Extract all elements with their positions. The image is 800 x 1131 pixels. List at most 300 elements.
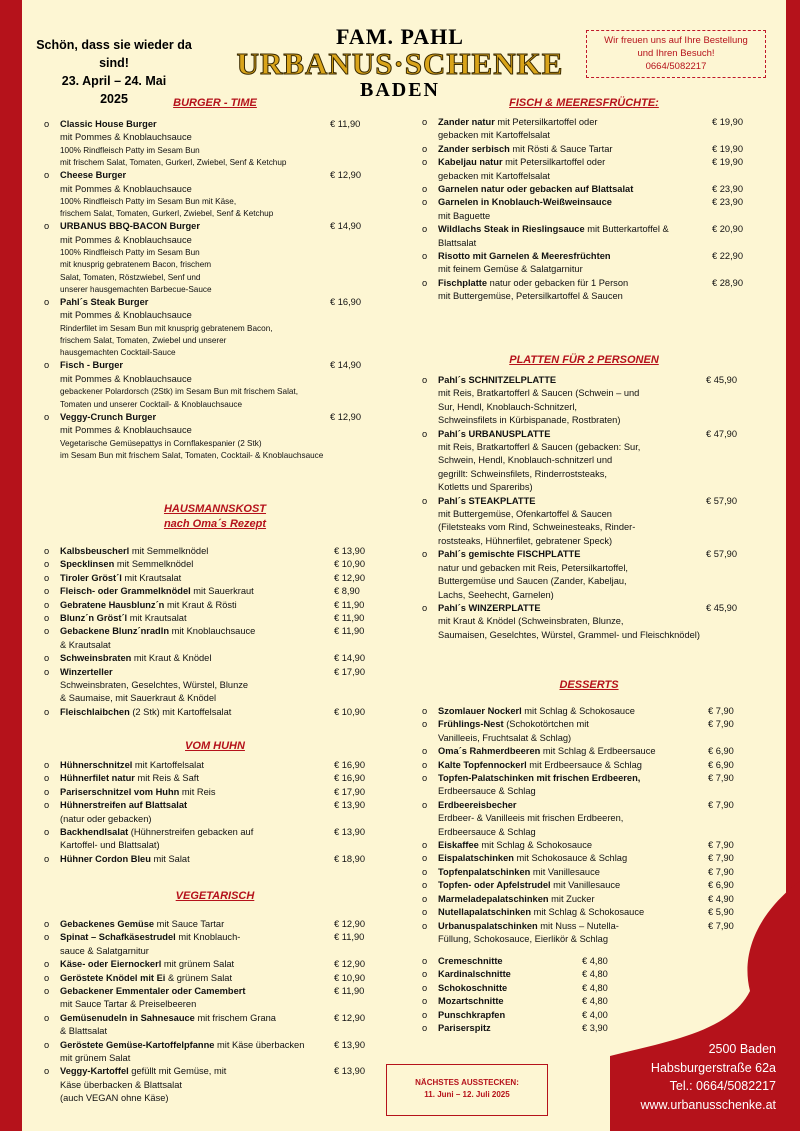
item-price: € 6,90 (708, 759, 734, 770)
bullet-icon: o (44, 221, 50, 232)
item-description: gefüllt mit Gemüse, mit (128, 1066, 227, 1077)
item-price: € 7,90 (708, 920, 734, 931)
item-description: mit Nuss – Nutella- (537, 920, 619, 931)
item-detail: mit Kraut & Knödel (Schweinsbraten, Blunze, (438, 616, 624, 627)
item-description: natur oder gebacken für 1 Person (487, 277, 629, 288)
item-price: € 12,90 (330, 170, 362, 181)
item-detail-small: frischem Salat, Tomaten, Zwiebel und unserer (60, 336, 227, 346)
address-website[interactable]: www.urbanusschenke.at (640, 1097, 776, 1112)
item-description: mit Petersilkartoffel oder (494, 117, 598, 127)
bullet-icon: o (44, 546, 50, 556)
item-detail: gebacken mit Kartoffelsalat (438, 170, 550, 181)
item-price: € 23,90 (712, 184, 744, 195)
item-price: € 12,90 (334, 572, 366, 583)
item-price: € 11,90 (334, 626, 365, 637)
item-description: mit Schlag & Schokosauce (521, 706, 635, 716)
menu-item (422, 852, 752, 865)
menu-item (44, 359, 384, 410)
item-name: Zander natur (438, 117, 495, 127)
notice-phone: 0664/5082217 (645, 61, 707, 72)
item-name: Veggy-Crunch Burger (60, 411, 157, 422)
item-price: € 16,90 (330, 297, 362, 308)
bullet-icon: o (422, 840, 428, 851)
menu-item (422, 223, 752, 250)
menu-item (422, 893, 752, 906)
item-name: Punschkrapfen (438, 1009, 506, 1020)
item-price: € 10,90 (334, 972, 366, 983)
menu-item (422, 879, 752, 892)
menu-item (44, 585, 384, 598)
section-title-fisch: FISCH & MEERESFRÜCHTE: (509, 97, 659, 109)
item-name: Gebratene Hausblunz´n (60, 599, 165, 610)
item-price: € 19,90 (712, 143, 744, 154)
bullet-icon: o (422, 706, 428, 716)
item-price: € 45,90 (706, 375, 738, 385)
item-name: Hühner Cordon Bleu (60, 853, 151, 864)
bullet-icon: o (422, 184, 428, 195)
item-price: € 20,90 (712, 224, 744, 235)
menu-item (44, 652, 384, 665)
burger-list (44, 118, 384, 462)
item-name: Spinat – Schafkäsestrudel (60, 932, 176, 943)
menu-item (422, 374, 752, 428)
item-name: Fleisch- oder Grammelknödel (60, 586, 191, 597)
item-price: € 8,90 (334, 586, 360, 597)
item-detail-small: mit frischem Salat, Tomaten, Gurkerl, Zwiebel, Senf & Ketchup (60, 158, 287, 168)
bullet-icon: o (44, 959, 50, 970)
bullet-icon: o (422, 277, 428, 288)
item-price: € 13,90 (334, 827, 366, 838)
bullet-icon: o (44, 626, 50, 637)
item-price: € 11,90 (334, 932, 365, 943)
bullet-icon: o (422, 759, 428, 770)
bullet-icon: o (44, 760, 50, 770)
item-price: € 4,80 (582, 969, 608, 980)
item-description: mit Käse überbacken (214, 1039, 305, 1050)
item-description: mit frischem Grana (194, 1012, 276, 1023)
item-name: Pahl´s URBANUSPLATTE (438, 428, 551, 439)
item-name: Cheese Burger (60, 170, 127, 181)
item-price: € 19,90 (712, 117, 744, 127)
item-detail: sauce & Salatgarnitur (60, 945, 149, 956)
menu-item (44, 666, 384, 706)
item-detail: mit Pommes & Knoblauchsauce (60, 132, 192, 143)
bullet-icon: o (44, 827, 50, 838)
item-name: Gebackener Emmentaler oder Camembert (60, 986, 246, 997)
bullet-icon: o (422, 224, 428, 235)
bullet-icon: o (422, 157, 428, 168)
desserts-list (422, 705, 752, 946)
logo-name: URBANUS·SCHENKE (236, 46, 564, 81)
item-price: € 4,80 (582, 996, 608, 1007)
item-price: € 13,90 (334, 546, 366, 556)
item-name: Geröstete Knödel mit Ei (60, 972, 166, 983)
item-description: (2 Stk) mit Kartoffelsalat (129, 706, 232, 717)
item-price: € 19,90 (712, 157, 744, 168)
menu-item (422, 156, 752, 183)
menu-item (422, 968, 752, 981)
item-price: € 16,90 (334, 760, 366, 770)
item-name: Garnelen in Knoblauch-Weißweinsauce (438, 197, 612, 208)
item-detail: Vanilleeis, Fruchtsalat & Schlag) (438, 732, 572, 743)
item-name: Mozartschnitte (438, 996, 504, 1007)
item-detail: Kartoffel- und Blattsalat) (60, 840, 160, 851)
item-price: € 13,90 (334, 1039, 366, 1050)
item-price: € 11,90 (334, 613, 365, 624)
menu-item (422, 1009, 752, 1022)
hausmannskost-list (44, 545, 384, 719)
welcome-line-4: 2025 (100, 92, 128, 106)
item-name: Hühnerfilet natur (60, 773, 135, 784)
item-detail: Erdbeer- & Vanilleeis mit frischen Erdbeeren, (438, 813, 624, 824)
menu-item (44, 826, 384, 853)
bullet-icon: o (422, 746, 428, 757)
bullet-icon: o (44, 786, 50, 797)
logo-city: BADEN (359, 79, 440, 101)
bullet-icon: o (44, 800, 50, 811)
item-name: Veggy-Kartoffel (60, 1066, 129, 1077)
section-title-vegetarisch: VEGETARISCH (175, 890, 255, 902)
item-price: € 16,90 (334, 773, 366, 784)
item-description: mit Schlag & Schokosauce (478, 840, 593, 851)
item-description: & grünem Salat (165, 972, 233, 983)
menu-item (422, 772, 752, 799)
item-price: € 10,90 (334, 706, 366, 717)
item-price: € 12,90 (334, 919, 366, 929)
item-detail: Blattsalat (438, 237, 477, 248)
menu-item (422, 920, 752, 947)
menu-item (422, 705, 752, 718)
platten-list (422, 374, 752, 642)
item-description: mit Schlag & Erdbeersauce (540, 746, 656, 757)
item-description: mit Sauce Tartar (154, 919, 225, 929)
menu-item (422, 759, 752, 772)
bullet-icon: o (44, 411, 50, 422)
bullet-icon: o (44, 666, 50, 677)
item-detail: Schwein, Hendl, Knoblauch-schnitzerl und (438, 455, 613, 466)
item-description: mit Zucker (548, 893, 595, 904)
item-name: Kardinalschnitte (438, 969, 511, 980)
item-detail-small: 100% Rindfleisch Patty im Sesam Bun (60, 145, 200, 155)
item-description: mit Petersilkartoffel oder (502, 157, 606, 168)
item-price: € 57,90 (706, 495, 738, 506)
bullet-icon: o (422, 982, 428, 993)
menu-item (44, 1065, 384, 1105)
menu-item (422, 196, 752, 223)
item-price: € 5,90 (708, 907, 734, 918)
item-price: € 47,90 (706, 428, 738, 439)
item-price: € 22,90 (712, 251, 744, 262)
menu-item (44, 931, 384, 958)
item-name: Gebackenes Gemüse (60, 919, 155, 929)
bullet-icon: o (44, 1039, 50, 1050)
item-name: Urbanuspalatschinken (438, 920, 538, 931)
item-price: € 11,90 (334, 599, 365, 610)
item-description: mit Erdbeersauce & Schlag (526, 759, 642, 770)
item-description: mit Reis (179, 786, 216, 797)
bullet-icon: o (422, 907, 428, 918)
menu-item (44, 1012, 384, 1039)
bullet-icon: o (422, 893, 428, 904)
bullet-icon: o (422, 880, 428, 891)
item-price: € 6,90 (708, 746, 734, 757)
item-name: Garnelen natur oder gebacken auf Blattsalat (438, 184, 634, 195)
item-price: € 18,90 (334, 853, 366, 864)
menu-item (44, 985, 384, 1012)
item-name: Backhendlsalat (60, 827, 129, 838)
item-price: € 7,90 (708, 799, 734, 810)
menu-item (422, 955, 752, 968)
item-name: Nutellapalatschinken (438, 907, 531, 918)
bullet-icon: o (422, 773, 428, 784)
item-price: € 4,90 (708, 893, 734, 904)
item-name: Gebackene Blunz´nradln (60, 626, 170, 637)
item-name: Pahl´s Steak Burger (60, 297, 149, 308)
item-name: Fischplatte (438, 277, 488, 288)
item-detail: Kotletts und Spareribs) (438, 482, 533, 493)
section-subtitle-hausmannskost: nach Oma´s Rezept (163, 518, 267, 530)
item-description: mit grünem Salat (161, 959, 235, 970)
menu-item (422, 1022, 752, 1035)
item-name: Topfen-Palatschinken mit frischen Erdbeeren, (438, 773, 641, 784)
bullet-icon: o (44, 559, 50, 570)
bullet-icon: o (422, 251, 428, 262)
item-name: Frühlings-Nest (438, 719, 504, 730)
item-description: (Schokotörtchen mit (503, 719, 589, 730)
item-description: mit Kraut & Rösti (164, 599, 237, 610)
item-detail: mit Pommes & Knoblauchsauce (60, 234, 192, 245)
menu-item (44, 411, 384, 462)
item-name: Kabeljau natur (438, 157, 503, 168)
bullet-icon: o (422, 996, 428, 1007)
menu-item (422, 982, 752, 995)
bullet-icon: o (44, 599, 50, 610)
order-notice (586, 30, 766, 78)
item-price: € 7,90 (708, 853, 734, 864)
notice-line-2: und Ihren Besuch! (637, 48, 715, 59)
bullet-icon: o (44, 853, 50, 864)
item-detail: & Krautsalat (60, 639, 111, 650)
item-detail: mit Sauce Tartar & Preiselbeeren (60, 999, 197, 1010)
item-detail: Saumaisen, Geselchtes, Würstel, Grammel- und Fleischknödel) (438, 629, 700, 640)
bullet-icon: o (422, 143, 428, 154)
item-name: Pahl´s SCHNITZELPLATTE (438, 375, 557, 385)
item-description: mit Kraut & Knödel (131, 653, 212, 664)
menu-item (44, 799, 384, 826)
item-detail: mit Reis, Bratkartofferl & Saucen (gebacken: Sur, (438, 442, 641, 453)
item-name: Hühnerstreifen auf Blattsalat (60, 800, 188, 811)
item-detail: mit feinem Gemüse & Salatgarnitur (438, 264, 583, 275)
item-detail: Schweinsbraten, Geselchtes, Würstel, Blunze (60, 680, 249, 691)
item-detail: Käse überbacken & Blattsalat (60, 1079, 182, 1090)
item-description: (Hühnerstreifen gebacken auf (128, 827, 254, 838)
item-price: € 7,90 (708, 773, 734, 784)
item-name: Wildlachs Steak in Rieslingsauce (438, 224, 585, 235)
bullet-icon: o (44, 932, 50, 943)
item-name: Blunz´n Gröst´l (60, 613, 128, 624)
item-name: Eispalatschinken (438, 853, 514, 864)
item-detail: (Filetsteaks vom Rind, Schweinesteaks, Rinder- (438, 522, 636, 533)
item-description: mit Krautsalat (121, 572, 182, 583)
item-description: mit Semmelknödel (114, 559, 194, 570)
item-name: Cremeschnitte (438, 956, 503, 966)
item-price: € 45,90 (706, 602, 738, 613)
address-block (620, 1040, 776, 1114)
menu-item (422, 495, 752, 549)
item-detail-small: Salat, Tomaten, Röstzwiebel, Senf und (60, 272, 201, 282)
item-price: € 7,90 (708, 706, 734, 716)
item-price: € 6,90 (708, 880, 734, 891)
bullet-icon: o (422, 117, 428, 127)
item-detail: mit Pommes & Knoblauchsauce (60, 425, 192, 436)
item-detail: Füllung, Schokosauce, Eierlikör & Schlag (438, 933, 609, 944)
item-price: € 12,90 (330, 411, 362, 422)
item-name: Pahl´s WINZERPLATTE (438, 602, 541, 613)
item-price: € 12,90 (334, 959, 366, 970)
menu-item (44, 918, 384, 931)
item-name: Fisch - Burger (60, 360, 124, 371)
menu-item (422, 143, 752, 156)
vegetarisch-list (44, 918, 384, 1106)
item-name: Topfen- oder Apfelstrudel (438, 880, 551, 891)
item-name: Pariserspitz (438, 1023, 491, 1034)
bullet-icon: o (44, 572, 50, 583)
section-title-desserts: DESSERTS (559, 679, 619, 691)
restaurant-logo (228, 26, 572, 100)
item-detail-small: 100% Rindfleisch Patty im Sesam Bun mit Käse, (60, 197, 237, 207)
bullet-icon: o (422, 428, 428, 439)
item-description: mit Krautsalat (127, 613, 187, 624)
item-detail: mit Reis, Bratkartofferl & Saucen (Schwein – und (438, 388, 640, 399)
menu-item (44, 786, 384, 799)
item-detail: Schweinsfilets in Kürbispanade, Rostbraten) (438, 415, 621, 426)
item-price: € 4,80 (582, 982, 608, 993)
bullet-icon: o (422, 799, 428, 810)
menu-item (44, 169, 384, 220)
bullet-icon: o (44, 653, 50, 664)
menu-item (422, 718, 752, 745)
item-description: mit Butterkartoffel & (584, 224, 669, 235)
notice-line-1: Wir freuen uns auf Ihre Bestellung (604, 35, 748, 46)
bullet-icon: o (44, 1012, 50, 1023)
bullet-icon: o (44, 360, 50, 371)
item-price: € 10,90 (334, 559, 366, 570)
item-name: Geröstete Gemüse-Kartoffelpfanne (60, 1039, 215, 1050)
menu-item (44, 558, 384, 571)
item-description: mit Semmelknödel (129, 546, 209, 556)
item-price: € 17,90 (334, 666, 366, 677)
bullet-icon: o (44, 119, 50, 129)
item-detail: & Saumaise, mit Sauerkraut & Knödel (60, 693, 217, 704)
item-name: URBANUS BBQ-BACON Burger (60, 221, 200, 232)
menu-item (44, 625, 384, 652)
item-price: € 14,90 (330, 221, 362, 232)
menu-item (422, 183, 752, 196)
item-detail-small: hausgemachten Cocktail-Sauce (60, 348, 176, 358)
item-price: € 17,90 (334, 786, 366, 797)
welcome-line-1: Schön, dass sie wieder da (36, 38, 192, 52)
item-detail-small: Vegetarische Gemüsepattys in Cornflakespanier (2 Stk) (60, 438, 262, 448)
welcome-line-3: 23. April – 24. Mai (61, 74, 167, 88)
item-detail-small: im Sesam Bun mit frischem Salat, Tomaten, Cocktail- & Knoblauchsauce (60, 450, 324, 460)
item-price: € 14,90 (330, 360, 362, 371)
bullet-icon: o (422, 549, 428, 560)
item-name: Pahl´s STEAKPLATTE (438, 495, 536, 506)
bullet-icon: o (44, 972, 50, 983)
section-title-platten: PLATTEN FÜR 2 PERSONEN (509, 354, 659, 366)
menu-item (422, 548, 752, 602)
section-title-burger: BURGER - TIME (173, 97, 257, 109)
item-detail-small: Rinderfilet im Sesam Bun mit knusprig gebratenem Bacon, (60, 323, 273, 333)
menu-item (44, 972, 384, 985)
item-detail: Lachs, Seehecht, Garnelen) (438, 589, 554, 600)
menu-item (44, 599, 384, 612)
item-name: Marmeladepalatschinken (438, 893, 549, 904)
menu-item (44, 296, 384, 359)
item-price: € 11,90 (330, 119, 361, 129)
item-price: € 13,90 (334, 1066, 366, 1077)
next-opening-box (386, 1064, 548, 1116)
item-detail: gebacken mit Kartoffelsalat (438, 130, 550, 141)
item-detail-small: unserer hausgemachten Barbecue-Sauce (60, 284, 212, 294)
item-name: Szomlauer Nockerl (438, 706, 522, 716)
bullet-icon: o (422, 495, 428, 506)
bullet-icon: o (44, 170, 50, 181)
item-detail: mit Buttergemüse, Ofenkartoffel & Saucen (438, 509, 612, 520)
bullet-icon: o (44, 706, 50, 717)
menu-item (44, 706, 384, 719)
menu-item (44, 220, 384, 296)
item-name: Erdbeereisbecher (438, 799, 517, 810)
item-description: mit Knoblauchsauce (169, 626, 256, 637)
bullet-icon: o (44, 986, 50, 997)
item-price: € 11,90 (334, 986, 365, 997)
item-name: Oma´s Rahmerdbeeren (438, 746, 541, 757)
item-detail: mit Buttergemüse, Petersilkartoffel & Saucen (438, 291, 623, 302)
item-detail: (natur oder gebacken) (60, 813, 152, 824)
menu-item (422, 250, 752, 277)
bullet-icon: o (422, 969, 428, 980)
menu-item (422, 602, 752, 642)
item-price: € 7,90 (708, 719, 734, 730)
menu-item (44, 958, 384, 971)
menu-item (44, 118, 384, 169)
item-price: € 57,90 (706, 549, 738, 560)
bullet-icon: o (422, 197, 428, 208)
item-description: mit Rösti & Sauce Tartar (509, 143, 613, 154)
item-price: € 12,90 (334, 1012, 366, 1023)
address-street: Habsburgerstraße 62a (650, 1060, 776, 1075)
item-price: € 23,90 (712, 197, 744, 208)
item-price: € 4,00 (582, 1009, 608, 1020)
item-description: mit Kartoffelsalat (132, 760, 204, 770)
bullet-icon: o (422, 375, 428, 385)
item-name: Risotto mit Garnelen & Meeresfrüchten (438, 251, 611, 262)
item-detail-small: frischem Salat, Tomaten, Gurkerl, Zwiebel, Senf & Ketchup (60, 209, 274, 219)
item-name: Käse- oder Eiernockerl (60, 959, 162, 970)
bullet-icon: o (422, 602, 428, 613)
item-price: € 3,90 (582, 1023, 608, 1034)
menu-item (422, 839, 752, 852)
menu-item (44, 572, 384, 585)
item-name: Schweinsbraten (60, 653, 132, 664)
vom-huhn-list (44, 759, 384, 866)
menu-item (44, 612, 384, 625)
item-name: Winzerteller (60, 666, 113, 677)
item-description: mit Schlag & Schokosauce (531, 907, 645, 918)
menu-item (44, 772, 384, 785)
item-description: mit Vanillesauce (550, 880, 621, 891)
